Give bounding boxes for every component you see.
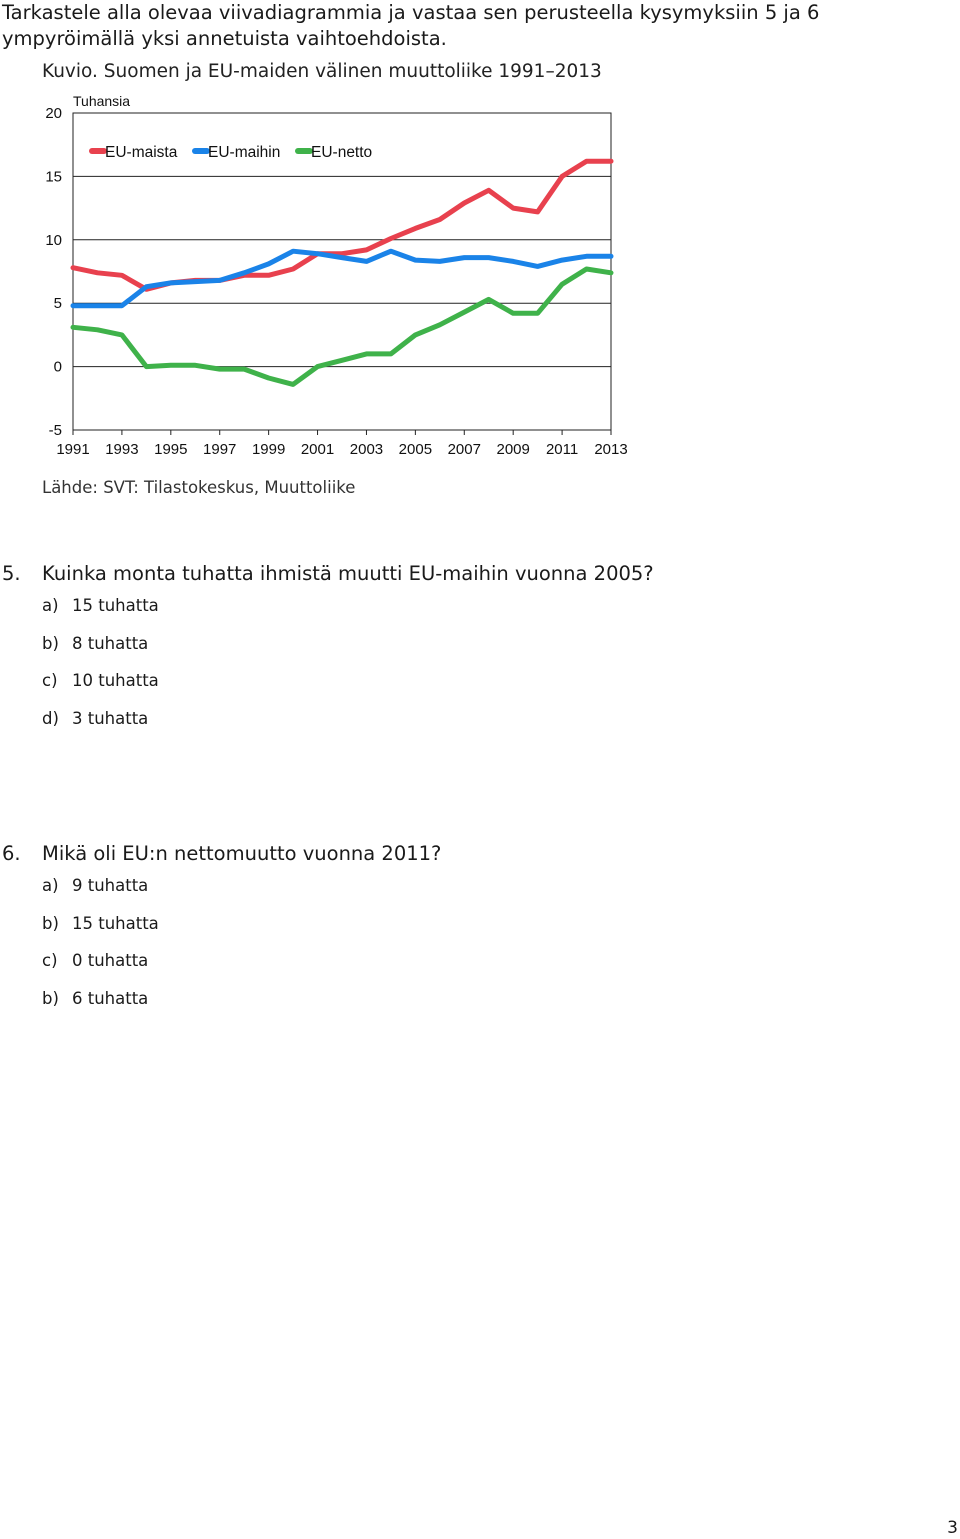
question-title (2, 561, 902, 587)
option-text: 0 tuhatta (72, 951, 149, 970)
answer-option-a[interactable] (42, 875, 902, 897)
migration-line-chart (40, 90, 640, 470)
option-text: 15 tuhatta (72, 913, 159, 933)
x-tick-label: 2003 (349, 441, 384, 458)
answer-option-b[interactable] (42, 913, 902, 935)
option-letter: d) (42, 708, 59, 728)
chart-legend (92, 144, 372, 161)
instructions-text: Tarkastele alla olevaa viivadiagrammia ja vastaa sen perusteella kysymyksiin 5 ja 6 ympyröimällä yksi annetuista vaihtoehdoista. (2, 1, 820, 50)
question-text: Kuinka monta tuhatta ihmistä muutti EU-maihin vuonna 2005? (42, 562, 654, 585)
series-lines (73, 161, 611, 384)
series-line-eu-maista (73, 161, 611, 289)
x-tick-label: 1995 (154, 441, 188, 458)
option-letter: b) (42, 988, 59, 1008)
question-text: Mikä oli EU:n nettomuutto vuonna 2011? (42, 842, 442, 865)
question-6 (2, 841, 902, 1025)
legend-label: EU-maihin (208, 144, 281, 161)
y-tick-label: 0 (53, 358, 62, 376)
option-letter: a) (42, 596, 59, 615)
answer-option-d[interactable] (42, 708, 902, 730)
option-text: 10 tuhatta (72, 671, 159, 690)
page-number: 3 (947, 1518, 958, 1538)
option-letter: a) (42, 876, 59, 895)
option-letter: c) (42, 671, 58, 690)
option-text: 15 tuhatta (72, 596, 159, 615)
x-tick-label: 2009 (496, 441, 530, 458)
answer-option-a[interactable] (42, 595, 902, 617)
option-letter: c) (42, 951, 58, 970)
y-tick-label: 10 (45, 231, 62, 249)
y-tick-label: -5 (48, 422, 62, 439)
option-letter: b) (42, 633, 59, 653)
legend-label: EU-netto (311, 144, 373, 161)
y-tick-label: 5 (53, 295, 62, 313)
y-tick-label: 20 (45, 105, 62, 122)
figure-caption: Kuvio. Suomen ja EU-maiden välinen muuttoliike 1991–2013 (42, 61, 602, 82)
question-5 (2, 561, 902, 745)
x-tick-label: 2001 (300, 441, 335, 458)
question-title (2, 841, 902, 867)
y-axis-ticks (45, 105, 62, 439)
x-tick-label: 2005 (398, 441, 433, 458)
answer-options (2, 595, 902, 730)
answer-options (2, 875, 902, 1010)
x-axis-ticks (56, 430, 627, 458)
series-line-eu-maihin (73, 251, 611, 306)
x-tick-label: 1991 (56, 441, 90, 458)
x-tick-label: 2011 (545, 441, 579, 458)
option-text: 3 tuhatta (72, 708, 149, 728)
unit-label: Tuhansia (73, 93, 131, 109)
source-note: Lähde: SVT: Tilastokeskus, Muuttoliike (42, 478, 356, 497)
y-tick-label: 15 (45, 168, 62, 186)
option-text: 8 tuhatta (72, 633, 149, 653)
x-tick-label: 1997 (203, 441, 237, 458)
question-number: 6. (2, 842, 21, 865)
option-text: 6 tuhatta (72, 988, 149, 1008)
answer-option-c[interactable] (42, 950, 902, 972)
x-tick-label: 1993 (105, 441, 139, 458)
x-tick-label: 1999 (251, 441, 286, 458)
question-number: 5. (2, 562, 21, 585)
answer-option-c[interactable] (42, 670, 902, 692)
x-tick-label: 2007 (447, 441, 481, 458)
grid-lines (73, 176, 611, 366)
option-letter: b) (42, 913, 59, 933)
legend-label: EU-maista (105, 144, 178, 161)
answer-option-d[interactable] (42, 988, 902, 1010)
answer-option-b[interactable] (42, 633, 902, 655)
option-text: 9 tuhatta (72, 876, 149, 895)
x-tick-label: 2013 (594, 441, 628, 458)
